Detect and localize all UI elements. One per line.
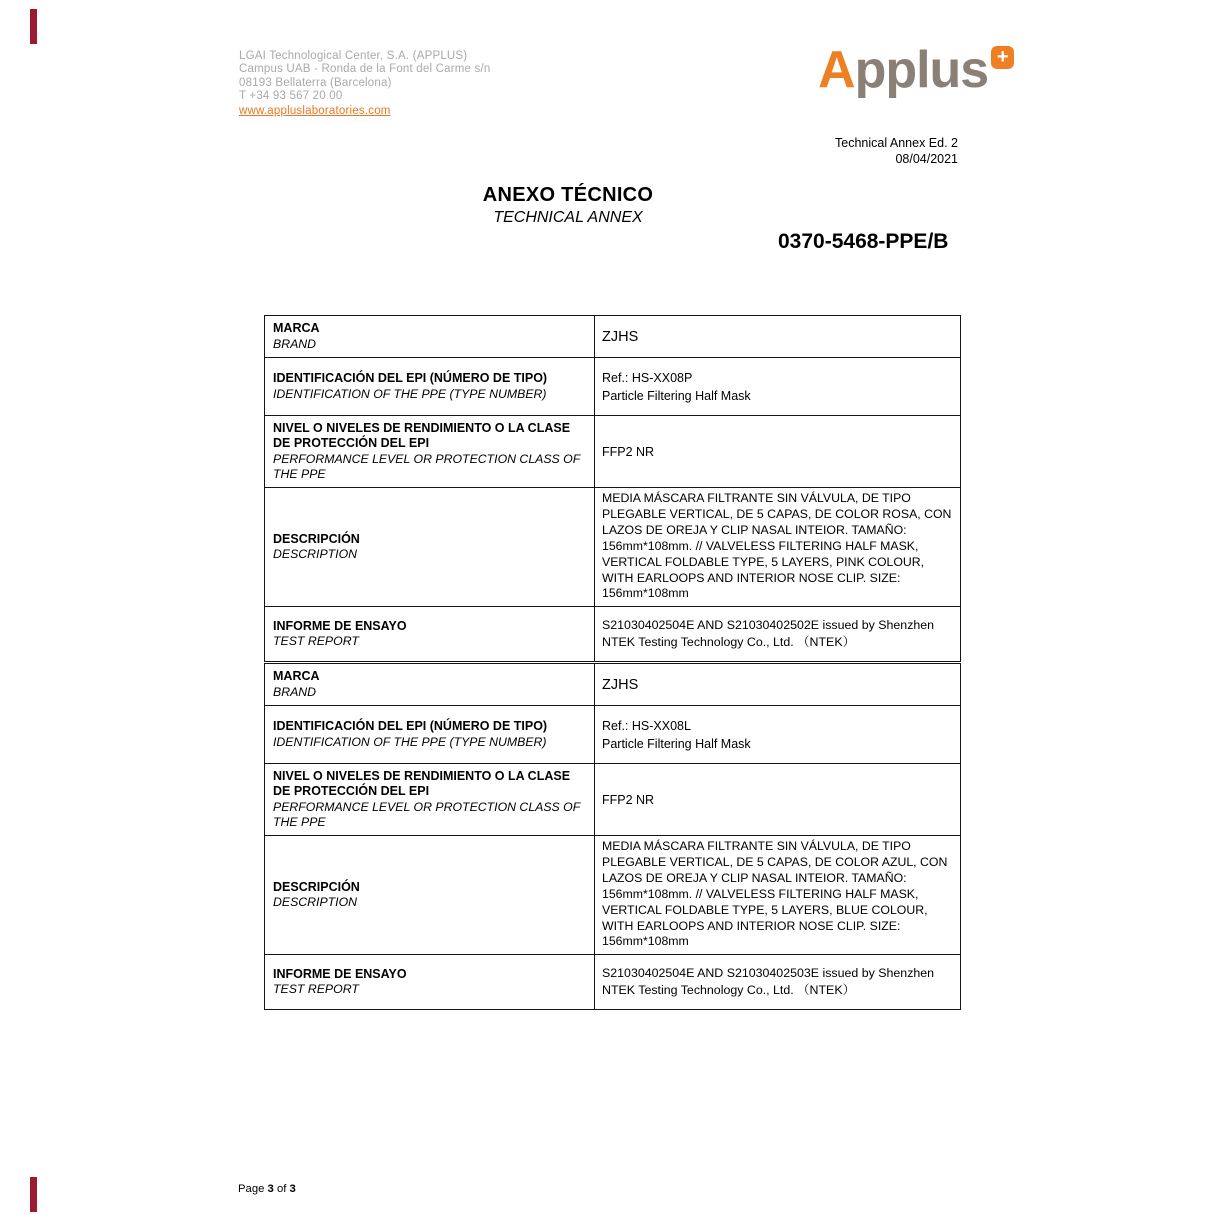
annex-meta: [835, 136, 958, 167]
row-label-en: BRAND: [273, 336, 317, 351]
table-row: [265, 488, 961, 607]
row-label-es: NIVEL O NIVELES DE RENDIMIENTO O LA CLASE DE PROTECCIÓN DEL EPI: [273, 421, 571, 451]
row-value: S21030402504E AND S21030402503E issued by Shenzhen NTEK Testing Technology Co., Ltd. （NTEK）: [602, 966, 935, 998]
applus-logo: [818, 42, 1014, 98]
row-label-es: MARCA: [273, 669, 320, 684]
row-value: Ref.: HS-XX08L: [602, 718, 691, 733]
footer-page-total: 3: [289, 1183, 296, 1195]
table-row: [265, 955, 961, 1010]
row-value: MEDIA MÁSCARA FILTRANTE SIN VÁLVULA, DE TIPO PLEGABLE VERTICAL, DE 5 CAPAS, DE COLOR AZUL, CON LAZOS DE OREJA Y CLIP NASAL INTEIOR. TAMAÑO: 156mm*108mm. // VALVELESS FILTERING HALF MASK, VERTICAL FOLDABLE TYPE, 5 LAYERS, BLUE COLOUR, WITH EARLOOPS AND INTERIOR NOSE CLIP. SIZE: 156mm*108mm: [602, 839, 948, 949]
table-row: [265, 316, 961, 358]
plus-icon: +: [991, 46, 1014, 69]
row-label-en: TEST REPORT: [273, 982, 359, 997]
address-line: 08193 Bellaterra (Barcelona): [239, 76, 392, 89]
footer-page-number: 3: [267, 1183, 274, 1195]
row-label-en: PERFORMANCE LEVEL OR PROTECTION CLASS OF THE PPE: [273, 451, 581, 481]
annex-edition: Technical Annex Ed. 2: [835, 136, 958, 150]
table-row: [265, 607, 961, 662]
ppe-table-1: [264, 315, 961, 662]
table-row: [265, 416, 961, 488]
row-label-es: NIVEL O NIVELES DE RENDIMIENTO O LA CLASE DE PROTECCIÓN DEL EPI: [273, 769, 571, 799]
row-value: FFP2 NR: [602, 444, 655, 459]
row-value: FFP2 NR: [602, 792, 655, 807]
lab-address-block: [239, 50, 491, 118]
row-label-es: DESCRIPCIÓN: [273, 531, 360, 546]
row-label-es: INFORME DE ENSAYO: [273, 967, 407, 982]
row-value: ZJHS: [602, 328, 639, 345]
logo-letter-a: A: [818, 41, 855, 99]
row-label-es: DESCRIPCIÓN: [273, 879, 360, 894]
row-label-en: TEST REPORT: [273, 634, 359, 649]
row-value: MEDIA MÁSCARA FILTRANTE SIN VÁLVULA, DE TIPO PLEGABLE VERTICAL, DE 5 CAPAS, DE COLOR ROSA, CON LAZOS DE OREJA Y CLIP NASAL INTEIOR. TAMAÑO: 156mm*108mm. // VALVELESS FILTERING HALF MASK, VERTICAL FOLDABLE TYPE, 5 LAYERS, PINK COLOUR, WITH EARLOOPS AND INTERIOR NOSE CLIP. SIZE: 156mm*108mm: [602, 491, 952, 601]
row-value: Particle Filtering Half Mask: [602, 388, 751, 403]
row-label-en: DESCRIPTION: [273, 547, 358, 562]
ppe-table-2: [264, 663, 961, 1010]
annex-date: 08/04/2021: [895, 151, 958, 166]
footer-page-word: Page: [238, 1183, 265, 1195]
address-line: LGAI Technological Center, S.A. (APPLUS): [239, 50, 468, 62]
row-label-en: DESCRIPTION: [273, 895, 358, 910]
logo-text-rest: pplus: [854, 41, 989, 99]
website-link[interactable]: www.appluslaboratories.com: [239, 104, 391, 117]
page-title: ANEXO TÉCNICO: [482, 184, 654, 206]
address-line: T +34 93 567 20 00: [239, 90, 343, 103]
corner-mark-top: [30, 9, 37, 44]
row-label-es: INFORME DE ENSAYO: [273, 619, 407, 634]
table-row: [265, 764, 961, 836]
table-row: [265, 664, 961, 706]
row-label-en: PERFORMANCE LEVEL OR PROTECTION CLASS OF THE PPE: [273, 799, 581, 829]
page-footer: [238, 1183, 296, 1195]
page-title-translation: TECHNICAL ANNEX: [493, 209, 643, 226]
title-block: [384, 184, 752, 227]
footer-of-word: of: [276, 1183, 287, 1195]
row-value: S21030402504E AND S21030402502E issued by Shenzhen NTEK Testing Technology Co., Ltd. （NTEK）: [602, 618, 935, 650]
row-label-en: IDENTIFICATION OF THE PPE (TYPE NUMBER): [273, 734, 547, 749]
row-value: Particle Filtering Half Mask: [602, 736, 751, 751]
row-label-en: IDENTIFICATION OF THE PPE (TYPE NUMBER): [273, 386, 547, 401]
address-line: Campus UAB - Ronda de la Font del Carme s/n: [239, 63, 491, 76]
row-label-es: IDENTIFICACIÓN DEL EPI (NÚMERO DE TIPO): [273, 371, 548, 386]
document-number: 0370-5468-PPE/B: [778, 230, 949, 253]
row-label-en: BRAND: [273, 684, 317, 699]
table-row: [265, 358, 961, 416]
table-row: [265, 836, 961, 955]
row-label-es: MARCA: [273, 321, 320, 336]
table-row: [265, 706, 961, 764]
row-value: Ref.: HS-XX08P: [602, 370, 693, 385]
corner-mark-bottom: [30, 1177, 37, 1212]
row-label-es: IDENTIFICACIÓN DEL EPI (NÚMERO DE TIPO): [273, 719, 548, 734]
row-value: ZJHS: [602, 676, 639, 693]
